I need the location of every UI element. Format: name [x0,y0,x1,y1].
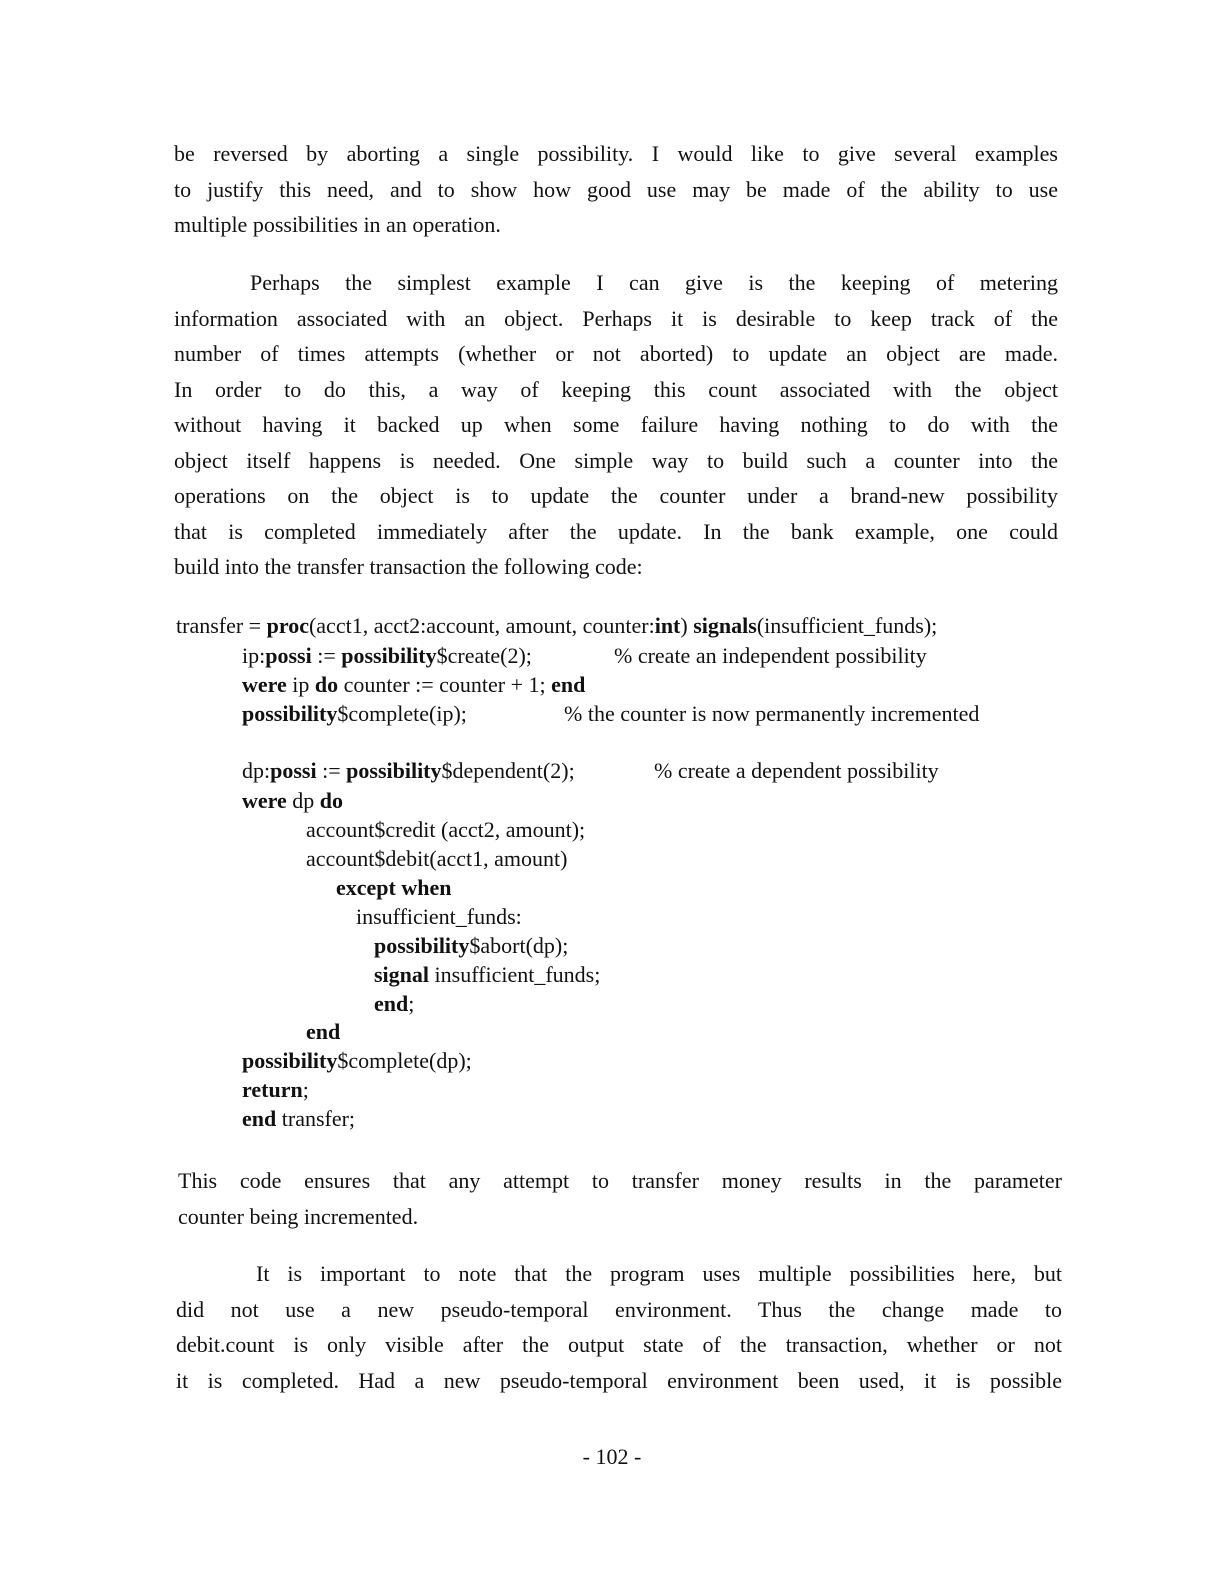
code-line-12: signal insufficient_funds; [374,962,601,987]
text-line: counter being incremented. [178,1203,419,1229]
text-line: object itself happens is needed. One simple way to build such a counter into the [174,447,1058,473]
text-line: operations on the object is to update the counter under a brand-new possibility [174,483,1058,508]
code-comment-2: % create an independent possibility [614,643,927,668]
code-comment-4: % the counter is now permanently incremented [564,701,980,726]
paragraph-2 [174,265,1058,585]
text-line: to justify this need, and to show how good use may be made of the ability to use [174,176,1058,202]
code-line-7: account$credit (acct2, amount); [306,817,586,842]
code-line-10: insufficient_funds: [356,904,522,929]
code-line-3: were ip do counter := counter + 1; end [242,672,586,697]
code-line-2: ip:possi := possibility$create(2); [242,643,532,668]
code-line-1: transfer = proc(acct1, acct2:account, amount, counter:int) signals(insufficient_funds); [176,613,938,638]
text-line: information associated with an object. Perhaps it is desirable to keep track of the [174,305,1058,331]
text-line: In order to do this, a way of keeping this count associated with the object [174,376,1058,402]
text-line: debit.count is only visible after the output state of the transaction, whether or not [176,1332,1062,1357]
text-line: without having it backed up when some failure having nothing to do with the [174,412,1058,437]
code-line-14: end [306,1019,341,1044]
code-comment-5: % create a dependent possibility [654,758,939,783]
text-line: build into the transfer transaction the following code: [174,554,643,579]
code-line-9: except when [336,875,452,900]
text-line: number of times attempts (whether or not aborted) to update an object are made. [174,341,1058,366]
text-line: that is completed immediately after the update. In the bank example, one could [174,518,1058,544]
text-line: It is important to note that the program uses multiple possibilities here, but [256,1261,1062,1286]
code-line-15: possibility$complete(dp); [242,1048,472,1073]
code-line-4: possibility$complete(ip); [242,701,467,726]
code-line-17: end transfer; [242,1106,356,1131]
paragraph-3 [178,1163,1062,1234]
text-line: multiple possibilities in an operation. [174,212,501,237]
text-line: it is completed. Had a new pseudo-temporal environment been used, it is possible [176,1367,1062,1393]
code-line-11: possibility$abort(dp); [374,933,569,958]
paragraph-1 [174,136,1058,243]
code-line-6: were dp do [242,788,344,813]
text-line: did not use a new pseudo-temporal environment. Thus the change made to [176,1296,1062,1322]
code-line-16: return; [242,1077,309,1102]
page-number: - 102 - [582,1444,642,1469]
text-line: This code ensures that any attempt to transfer money results in the parameter [178,1168,1062,1193]
text-line: Perhaps the simplest example I can give is the keeping of metering [250,270,1058,295]
code-line-8: account$debit(acct1, amount) [306,846,568,871]
paragraph-4 [176,1256,1062,1398]
text-line: be reversed by aborting a single possibility. I would like to give several examples [174,141,1058,166]
code-line-5: dp:possi := possibility$dependent(2); [242,758,575,783]
code-line-13: end; [374,991,415,1016]
